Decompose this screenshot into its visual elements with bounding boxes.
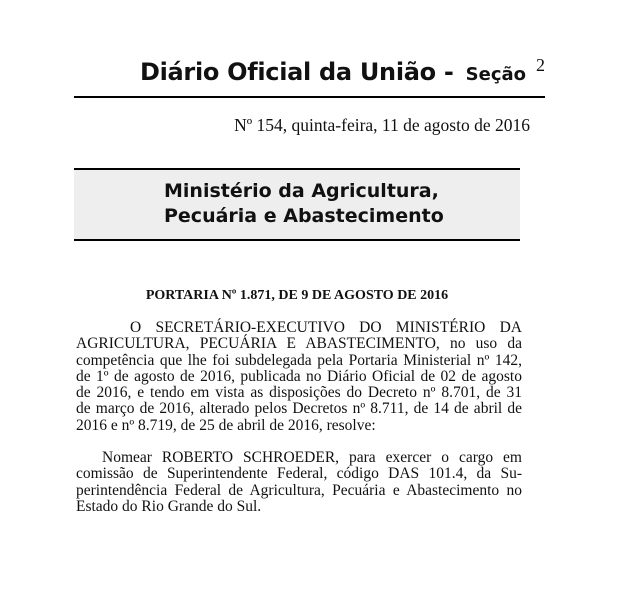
ministry-header-box [74, 168, 520, 241]
text-line: Estado do Rio Grande do Sul. [76, 497, 262, 515]
text-line: Nomear ROBERTO SCHROEDER, para exercer o cargo em [102, 449, 522, 466]
text-line: 2016 e nº 8.719, de 25 de abril de 2016, resolve: [76, 416, 376, 434]
text-line: de março de 2016, alterado pelos Decretos nº 8.711, de 14 de abril de [76, 400, 522, 418]
text-line: O SECRETÁRIO-EXECUTIVO DO MINISTÉRIO DA [130, 319, 522, 336]
portaria-title: PORTARIA Nº 1.871, DE 9 DE AGOSTO DE 2016 [145, 288, 449, 303]
masthead-separator: - [435, 58, 462, 86]
text-line: AGRICULTURA, PECUÁRIA E ABASTECIMENTO, no uso da [76, 335, 522, 353]
masthead [0, 55, 545, 98]
masthead-title: Diário Oficial da União [139, 58, 436, 86]
paragraph-2 [76, 450, 522, 515]
text-line: de 2016, e tendo em vista as disposições do Decreto nº 8.701, de 31 [76, 384, 522, 402]
masthead-section-number: 2 [536, 55, 545, 75]
text-line: comissão de Superintendente Federal, código DAS 101.4, da Su- [76, 465, 522, 483]
text-line: competência que lhe foi subdelegada pela Portaria Ministerial nº 142, [76, 351, 522, 369]
issue-line: Nº 154, quinta-feira, 11 de agosto de 2016 [234, 115, 530, 135]
text-line: perintendência Federal de Agricultura, Pecuária e Abastecimento no [76, 481, 522, 499]
ministry-name-line-1: Ministério da Agricultura, [164, 180, 439, 202]
masthead-section-label: Seção [465, 64, 526, 85]
masthead-rule [74, 96, 545, 98]
paragraph-1 [76, 320, 522, 434]
ministry-name-line-2: Pecuária e Abastecimento [164, 205, 444, 227]
text-line: de 1º de agosto de 2016, publicada no Diário Oficial de 02 de agosto [76, 367, 522, 385]
